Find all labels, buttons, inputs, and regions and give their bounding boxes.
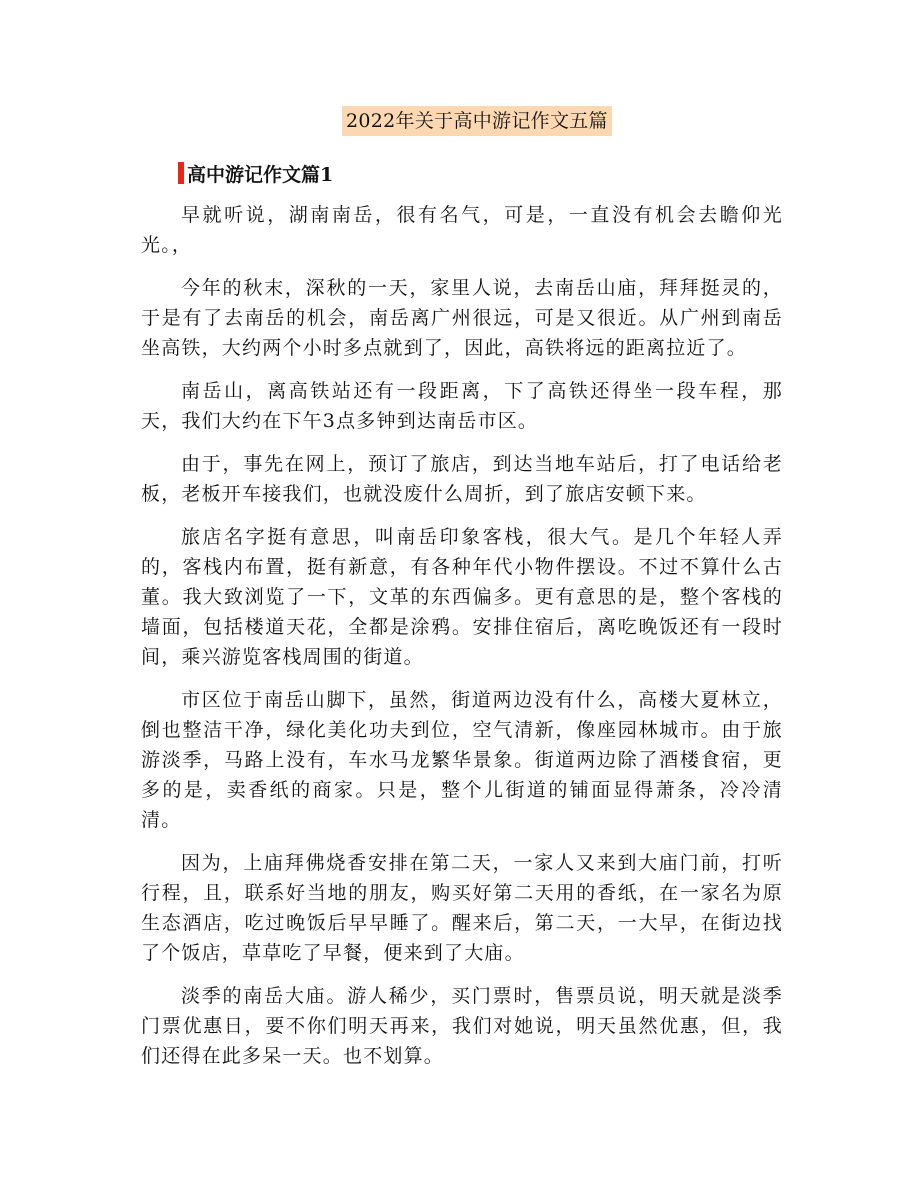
paragraph-8: 淡季的南岳大庙。游人稀少，买门票时，售票员说，明天就是淡季门票优惠日，要不你们明天再来，我们对她说，明天虽然优惠，但，我们还得在此多呆一天。也不划算。 [141, 985, 783, 1067]
paragraph-2: 今年的秋末，深秋的一天，家里人说，去南岳山庙，拜拜挺灵的，于是有了去南岳的机会，南岳离广州很远，可是又很近。从广州到南岳坐高铁，大约两个小时多点就到了，因此，高铁将远的距离拉近了。 [141, 277, 783, 359]
document-title: 2022年关于高中游记作文五篇 [342, 106, 612, 136]
body-text [141, 200, 783, 1084]
paragraph-7: 因为，上庙拜佛烧香安排在第二天，一家人又来到大庙门前，打听行程，且，联系好当地的朋友，购买好第二天用的香纸，在一家名为原生态酒店，吃过晚饭后早早睡了。醒来后，第二天，一大早，在街边找了个饭店，草草吃了早餐，便来到了大庙。 [141, 852, 783, 964]
paragraph-3: 南岳山，离高铁站还有一段距离，下了高铁还得坐一段车程，那天，我们大约在下午3点多钟到达南岳市区。 [141, 380, 783, 432]
section-heading [178, 160, 333, 186]
heading-marker [178, 162, 184, 184]
paragraph-1: 早就听说，湖南南岳，很有名气，可是，一直没有机会去瞻仰光光。， [141, 204, 783, 256]
section-heading-text: 高中游记作文篇1 [187, 163, 334, 186]
paragraph-6: 市区位于南岳山脚下，虽然，街道两边没有什么，高楼大夏林立，倒也整洁干净，绿化美化功夫到位，空气清新，像座园林城市。由于旅游淡季，马路上没有，车水马龙繁华景象。街道两边除了酒楼食宿，更多的是，卖香纸的商家。只是，整个儿街道的铺面显得萧条，冷冷清清。 [141, 689, 783, 831]
paragraph-5: 旅店名字挺有意思，叫南岳印象客栈，很大气。是几个年轻人弄的，客栈内布置，挺有新意，有各种年代小物件摆设。不过不算什么古董。我大致浏览了一下，文革的东西偏多。更有意思的是，整个客栈的墙面，包括楼道天花，全都是涂鸦。安排住宿后，离吃晚饭还有一段时间，乘兴游览客栈周围的街道。 [141, 526, 783, 668]
paragraph-4: 由于，事先在网上，预订了旅店，到达当地车站后，打了电话给老板，老板开车接我们，也就没废什么周折，到了旅店安顿下来。 [141, 453, 783, 505]
